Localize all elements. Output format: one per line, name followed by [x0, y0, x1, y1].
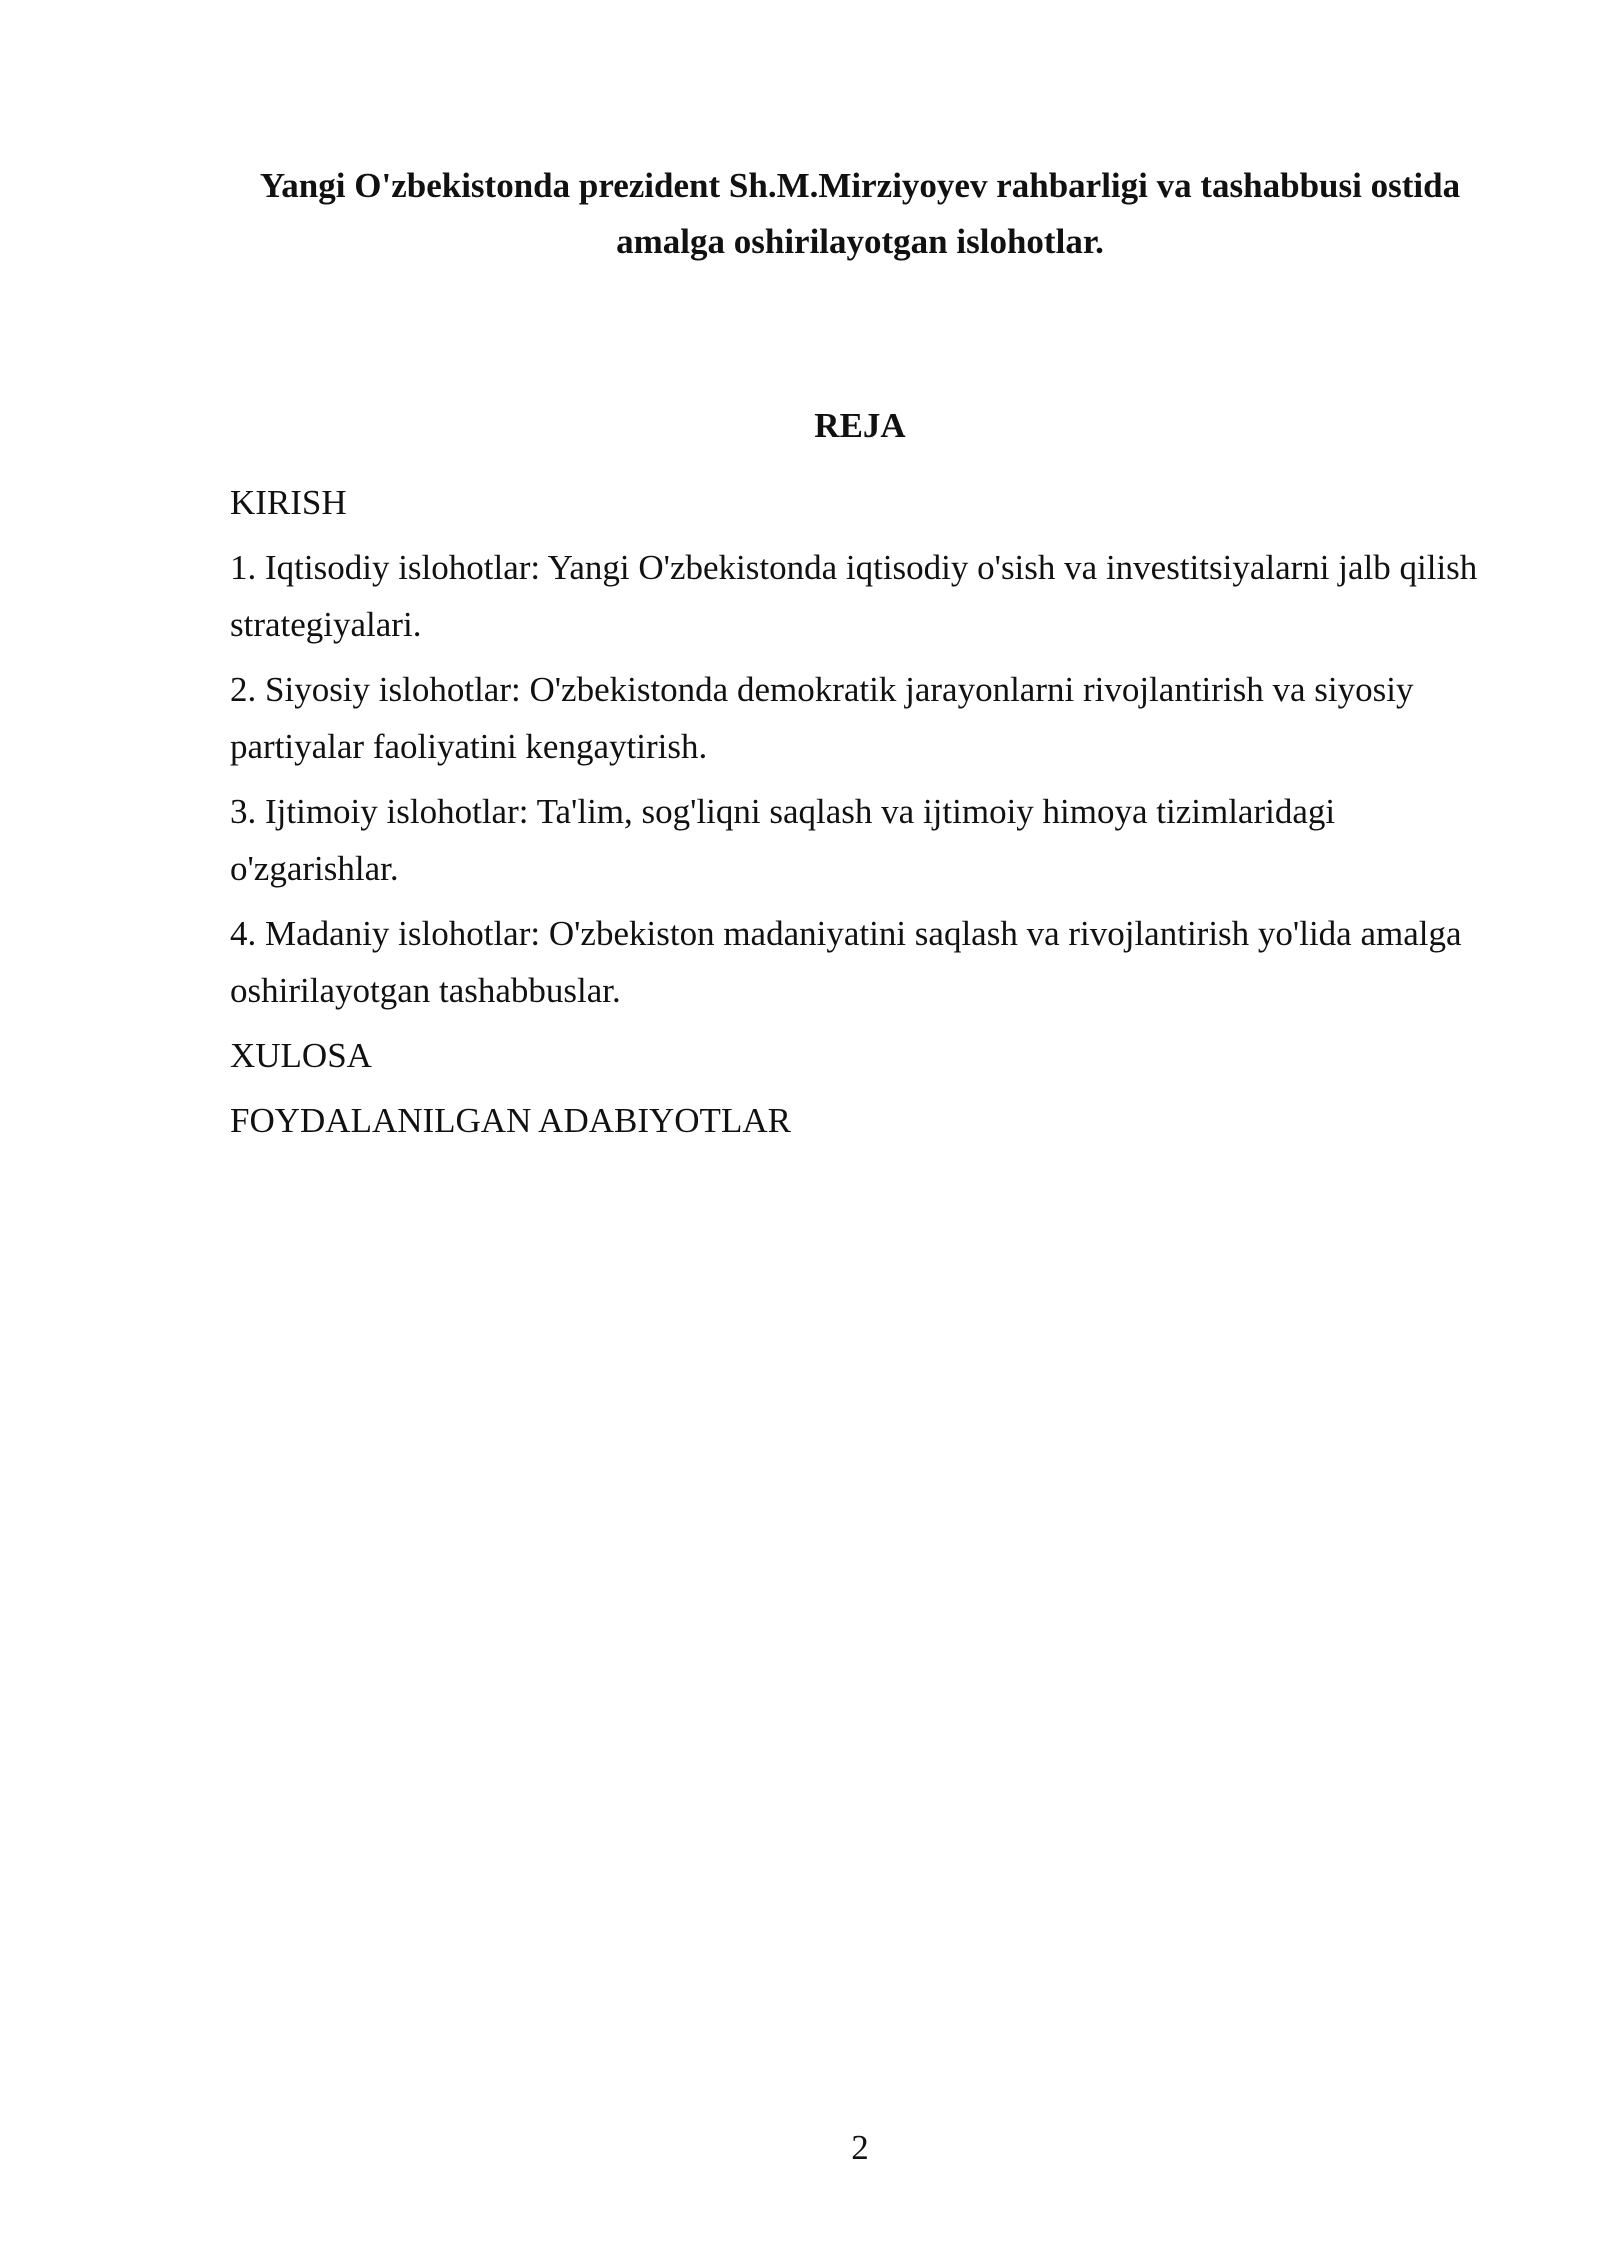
page-number: 2 — [851, 2128, 869, 2167]
plan-item-cultural-reforms: 4. Madaniy islohotlar: O'zbekiston madaniyatini saqlash va rivojlantirish yo'lida amalga oshirilayotgan tashabbuslar. — [230, 914, 1462, 1010]
plan-heading: REJA — [814, 406, 906, 445]
plan-list — [230, 474, 1500, 1157]
plan-item-social-reforms: 3. Ijtimoiy islohotlar: Ta'lim, sog'liqni saqlash va ijtimoiy himoya tizimlaridagi o'zgarishlar. — [230, 792, 1336, 888]
document-title: Yangi O'zbekistonda prezident Sh.M.Mirziyoyev rahbarligi va tashabbusi ostida amalga oshirilayotgan islohotlar. — [259, 166, 1461, 261]
plan-item-economic-reforms: 1. Iqtisodiy islohotlar: Yangi O'zbekistonda iqtisodiy o'sish va investitsiyalarni jalb qilish strategiyalari. — [230, 548, 1478, 644]
plan-item-conclusion: XULOSA — [230, 1036, 372, 1075]
plan-item-references: FOYDALANILGAN ADABIYOTLAR — [230, 1101, 791, 1140]
plan-item-introduction: KIRISH — [230, 483, 347, 522]
plan-item-political-reforms: 2. Siyosiy islohotlar: O'zbekistonda demokratik jarayonlarni rivojlantirish va siyosiy partiyalar faoliyatini kengaytirish. — [230, 670, 1414, 766]
